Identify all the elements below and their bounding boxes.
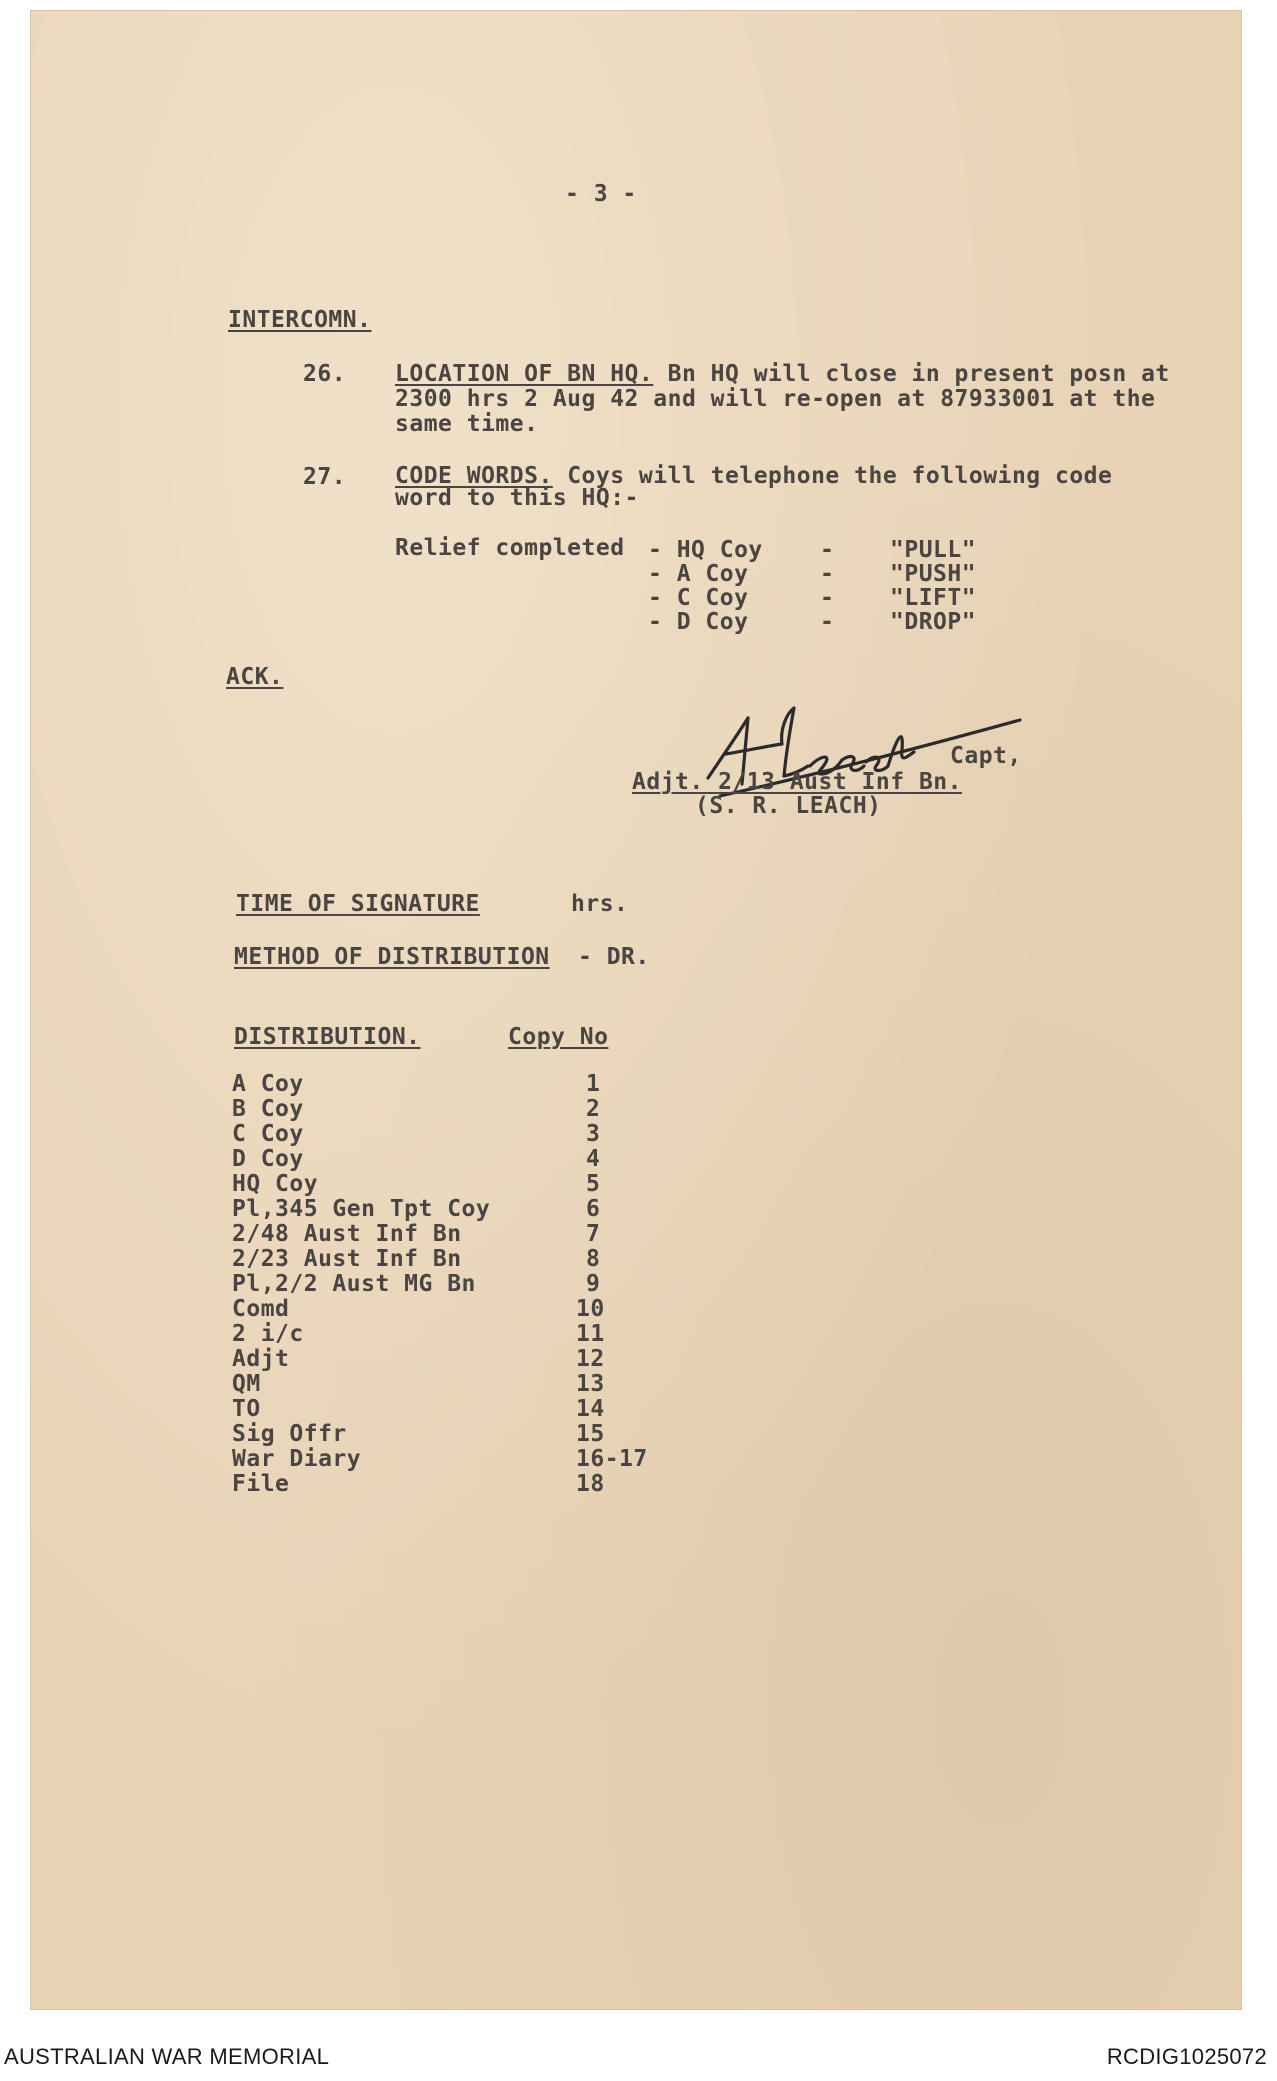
distribution-recipient: D Coy: [232, 1146, 304, 1172]
item-number: 26.: [303, 361, 347, 387]
code-word-dash: -: [820, 585, 835, 611]
signature-name: (S. R. LEACH): [695, 793, 882, 819]
code-word: "DROP": [890, 609, 977, 635]
distribution-copy-no: 12: [576, 1346, 605, 1372]
time-of-signature-label: TIME OF SIGNATURE: [236, 891, 480, 917]
distribution-recipient: A Coy: [232, 1071, 304, 1097]
section-heading: INTERCOMN.: [228, 307, 372, 333]
distribution-recipient: Comd: [232, 1296, 290, 1322]
code-word: "PUSH": [890, 561, 977, 587]
signature-appointment: Adjt. 2/13 Aust Inf Bn.: [632, 769, 962, 795]
page-number: - 3 -: [565, 181, 637, 207]
distribution-copy-no: 16-17: [576, 1446, 648, 1472]
distribution-copy-no: 14: [576, 1396, 605, 1422]
distribution-copy-no: 13: [576, 1371, 605, 1397]
distribution-heading: DISTRIBUTION.: [234, 1024, 421, 1050]
code-word-dash: -: [820, 537, 835, 563]
distribution-recipient: 2/23 Aust Inf Bn: [232, 1246, 462, 1272]
code-word-unit: - A Coy: [648, 561, 749, 587]
distribution-recipient: Adjt: [232, 1346, 290, 1372]
distribution-copy-no: 8: [586, 1246, 601, 1272]
code-word-unit: - HQ Coy: [648, 537, 763, 563]
signature-rank: Capt,: [950, 743, 1022, 769]
distribution-copy-no: 7: [586, 1221, 601, 1247]
item-text: Coys will telephone the following code word to this HQ:-: [395, 463, 1113, 511]
distribution-recipient: Sig Offr: [232, 1421, 347, 1447]
item-paragraph: [395, 465, 1155, 509]
distribution-recipient: B Coy: [232, 1096, 304, 1122]
distribution-recipient: Pl,345 Gen Tpt Coy: [232, 1196, 491, 1222]
distribution-copy-no: 18: [576, 1471, 605, 1497]
copy-no-heading: Copy No: [508, 1024, 609, 1050]
ack: ACK.: [226, 664, 284, 690]
method-of-distribution-value: - DR.: [578, 944, 650, 970]
code-word: "LIFT": [890, 585, 977, 611]
distribution-recipient: War Diary: [232, 1446, 362, 1472]
distribution-copy-no: 5: [586, 1171, 601, 1197]
document-sheet: [30, 10, 1242, 2010]
code-word-dash: -: [820, 561, 835, 587]
code-word-unit: - C Coy: [648, 585, 749, 611]
distribution-copy-no: 11: [576, 1321, 605, 1347]
distribution-copy-no: 9: [586, 1271, 601, 1297]
distribution-recipient: HQ Coy: [232, 1171, 319, 1197]
distribution-copy-no: 10: [576, 1296, 605, 1322]
distribution-copy-no: 4: [586, 1146, 601, 1172]
distribution-recipient: Pl,2/2 Aust MG Bn: [232, 1271, 476, 1297]
item-number: 27.: [303, 464, 347, 490]
footer-right-id: RCDIG1025072: [1106, 2044, 1267, 2069]
distribution-recipient: File: [232, 1471, 290, 1497]
code-word-dash: -: [820, 609, 835, 635]
code-word-unit: - D Coy: [648, 609, 749, 635]
distribution-recipient: 2 i/c: [232, 1321, 304, 1347]
distribution-recipient: QM: [232, 1371, 261, 1397]
item-text: Bn HQ will close in present posn at 2300 hrs 2 Aug 42 and will re-open at 87933001 at the same time.: [395, 361, 1170, 437]
method-of-distribution-label: METHOD OF DISTRIBUTION: [234, 944, 550, 970]
distribution-copy-no: 3: [586, 1121, 601, 1147]
time-of-signature-value: hrs.: [571, 891, 629, 917]
item-paragraph: [395, 362, 1175, 437]
distribution-copy-no: 1: [586, 1071, 601, 1097]
code-word: "PULL": [890, 537, 977, 563]
footer-left-credit: AUSTRALIAN WAR MEMORIAL: [4, 2044, 330, 2069]
distribution-recipient: TO: [232, 1396, 261, 1422]
distribution-copy-no: 2: [586, 1096, 601, 1122]
code-words-label: Relief completed: [395, 535, 625, 561]
distribution-copy-no: 15: [576, 1421, 605, 1447]
distribution-copy-no: 6: [586, 1196, 601, 1222]
item-title: LOCATION OF BN HQ.: [395, 361, 654, 387]
item-title: CODE WORDS.: [395, 463, 553, 489]
distribution-recipient: C Coy: [232, 1121, 304, 1147]
distribution-recipient: 2/48 Aust Inf Bn: [232, 1221, 462, 1247]
